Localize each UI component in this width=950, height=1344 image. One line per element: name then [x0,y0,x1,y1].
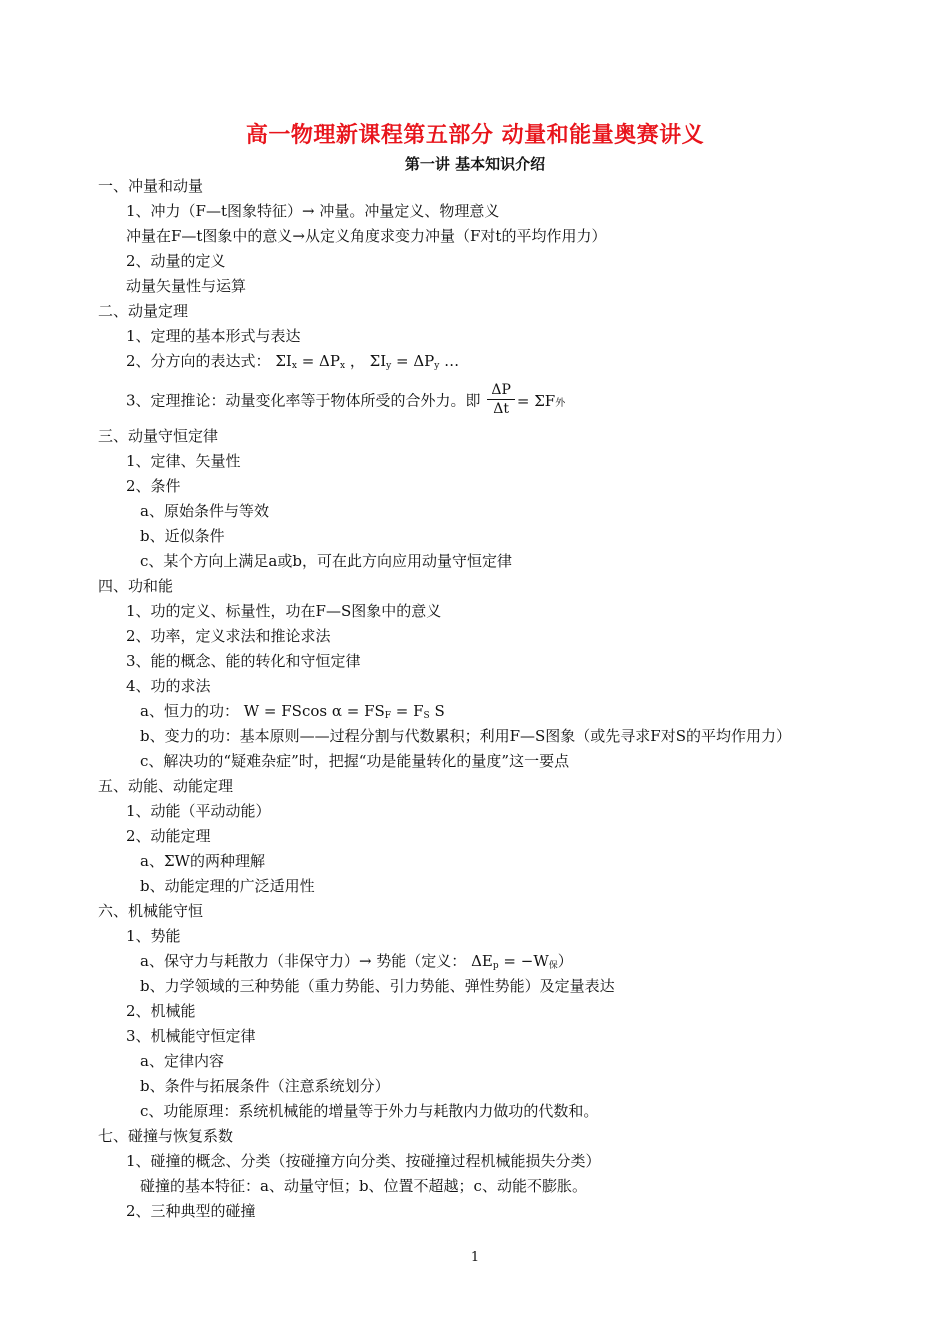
work-formula: W = FScos $\alpha = FS_F = F_S$ S [243,702,445,721]
outline-item: 2、机械能 [126,1002,196,1020]
page-number: 1 [470,1250,480,1265]
impulse-y-formula: $\Sigma I_y = \Delta P_y$ … [369,352,460,371]
outline-item: 2、动量的定义 [126,252,226,270]
section-heading: 二、动量定理 [98,302,189,320]
outline-subitem: a、ΣW的两种理解 [140,852,265,870]
outline-subitem: c、解决功的“疑难杂症”时，把握“功是能量转化的量度”这一要点 [140,752,570,770]
outline-subitem: b、变力的功：基本原则——过程分割与代数累积；利用F—S图象（或先寻求F对S的平均作用力） [140,727,791,745]
lecture-subtitle: 第一讲 基本知识介绍 [404,155,546,173]
outline-subitem: a、定律内容 [140,1052,224,1070]
net-force-formula: = ΣF外 [516,391,566,410]
outline-item: 1、碰撞的概念、分类（按碰撞方向分类、按碰撞过程机械能损失分类） [126,1152,601,1170]
impulse-x-formula: $\Sigma I_x = \Delta P_x$ ， [275,352,365,371]
outline-subitem-label: a、恒力的功： [140,702,239,720]
section-heading: 一、冲量和动量 [98,177,204,195]
section-heading: 三、动量守恒定律 [98,427,219,445]
outline-item: 2、动能定理 [126,827,211,845]
outline-subitem: c、功能原理：系统机械能的增量等于外力与耗散内力做功的代数和。 [140,1102,599,1120]
outline-item-with-formula [126,349,459,373]
outline-subitem: b、条件与拓展条件（注意系统划分） [140,1077,390,1095]
outline-item: 3、能的概念、能的转化和守恒定律 [126,652,361,670]
outline-item: 1、势能 [126,927,181,945]
outline-item: 1、功的定义、标量性，功在F—S图象中的意义 [126,602,442,620]
outline-subitem: c、某个方向上满足a或b，可在此方向应用动量守恒定律 [140,552,512,570]
outline-item: 3、机械能守恒定律 [126,1027,256,1045]
momentum-rate-fraction: $\frac{\Delta P}{\Delta t}$ [487,381,515,418]
outline-text: 冲量在F—t图象中的意义→从定义角度求变力冲量（F对t的平均作用力） [126,227,607,245]
outline-subitem: b、动能定理的广泛适用性 [140,877,315,895]
outline-text: 碰撞的基本特征：a、动量守恒；b、位置不超越；c、动能不膨胀。 [140,1177,587,1195]
section-heading: 五、动能、动能定理 [98,777,234,795]
outline-subitem: b、近似条件 [140,527,225,545]
outline-item: 2、条件 [126,477,181,495]
potential-energy-formula: $\Delta E_p = -W_保$） [471,952,573,971]
document-title: 高一物理新课程第五部分 动量和能量奥赛讲义 [245,123,705,148]
outline-subitem-label: a、保守力与耗散力（非保守力）→ 势能（定义： [140,952,467,970]
outline-item-with-formula [126,382,566,417]
outline-subitem-with-formula [140,949,573,973]
outline-item: 1、定理的基本形式与表达 [126,327,301,345]
outline-item: 1、动能（平动动能） [126,802,271,820]
outline-item: 1、冲力（F—t图象特征）→ 冲量。冲量定义、物理意义 [126,202,500,220]
outline-item: 2、三种典型的碰撞 [126,1202,256,1220]
section-heading: 四、功和能 [98,577,174,595]
outline-text: 动量矢量性与运算 [126,277,247,295]
outline-item-label: 2、分方向的表达式： [126,352,271,370]
outline-subitem-with-formula [140,699,445,723]
outline-subitem: a、原始条件与等效 [140,502,269,520]
section-heading: 七、碰撞与恢复系数 [98,1127,234,1145]
outline-item-label: 3、定理推论：动量变化率等于物体所受的合外力。即 [126,391,481,410]
section-heading: 六、机械能守恒 [98,902,204,920]
outline-subitem: b、力学领域的三种势能（重力势能、引力势能、弹性势能）及定量表达 [140,977,615,995]
outline-item: 1、定律、矢量性 [126,452,241,470]
outline-item: 2、功率，定义求法和推论求法 [126,627,331,645]
outline-item: 4、功的求法 [126,677,211,695]
